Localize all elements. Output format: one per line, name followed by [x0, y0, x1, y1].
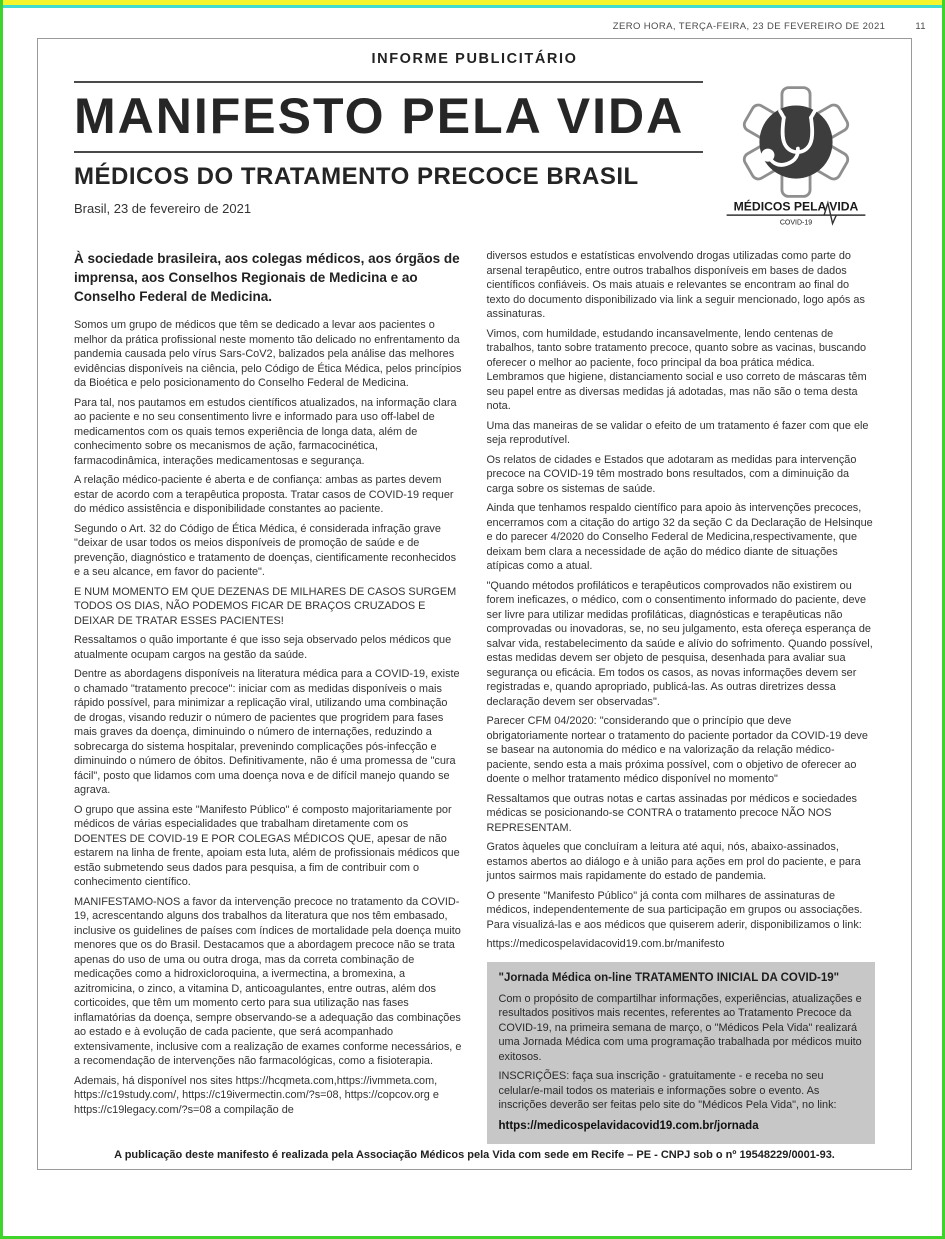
paragraph: Ressaltamos que outras notas e cartas assinadas por médicos e sociedades médicas se posicionando-se CONTRA o tratamento precoce NÃO NOS REPRESENTAM.: [486, 792, 857, 834]
left-column: [74, 249, 463, 1144]
advert-box: [37, 38, 912, 1170]
jornada-title: "Jornada Médica on-line TRATAMENTO INICIAL DA COVID-19": [498, 971, 840, 984]
publication-footer: A publicação deste manifesto é realizada pela Associação Médicos pela Vida com sede em Recife – PE - CNPJ sob o nº 19548229/0001-93.: [114, 1149, 835, 1161]
top-cyan-line: [3, 5, 942, 8]
page-title: MANIFESTO PELA VIDA: [74, 88, 685, 144]
paragraph: E NUM MOMENTO EM QUE DEZENAS DE MILHARES DE CASOS SURGEM TODOS OS DIAS, NÃO PODEMOS FICAR DE BRAÇOS CRUZADOS E DEIXAR DE TRATAR ESSES PACIENTES!: [74, 585, 457, 627]
paragraph: Dentre as abordagens disponíveis na literatura médica para a COVID-19, existe o chamado "tratamento precoce": iniciar com as medidas disponíveis o mais rápido possível, para minimizar a replicação viral, utilizando uma combinação de drogas, visando reduzir o número de pacientes que progridem para fases mais graves da doença, diminuindo o número de internações, reduzindo a sobrecarga do sistema hospitalar, prevenindo complicações pós-infecção e diminuindo o número de óbitos. Definitivamente, não é uma promessa de "cura fácil", posto que lidamos com uma doença nova e de difícil manejo quando se agrava.: [74, 668, 460, 797]
paragraph: Uma das maneiras de se validar o efeito de um tratamento é fazer com que ele seja reprodutível.: [486, 419, 869, 446]
jornada-paragraph-1: Com o propósito de compartilhar informações, experiências, atualizações e resultados positivos mais recentes, referentes ao Tratamento Precoce da COVID-19, na primeira semana de março, o "Médicos Pela Vida" realizará uma Jornada Médica com uma programação trabalhada por médicos muito exitosos.: [498, 992, 862, 1063]
dateline: Brasil, 23 de fevereiro de 2021: [74, 201, 252, 216]
paragraph: Gratos àqueles que concluíram a leitura até aqui, nós, abaixo-assinados, estamos abertos ao diálogo e à união para ações em prol do paciente, e para juntos sairmos mais rapidamente do estado de pandemia.: [486, 841, 861, 882]
paragraph: "Quando métodos profiláticos e terapêuticos comprovados não existirem ou forem ineficazes, o médico, com o consentimento informado do paciente, deve ser livre para utilizar medidas profiláticas, diagnósticas e terapêuticas não comprovadas ou inovadoras, se, no seu julgamento, esta ofereça esperança de salvar vida, restabelecimento da saúde e alívio do sofrimento. Quando possível, estas medidas devem ser objeto de pesquisa, desenhada para avaliar sua segurança ou eficácia. Em todos os casos, as novas informações devem ser registradas e, quando apropriado, publicá-las. As outras diretrizes dessa declaração devem ser observadas".: [486, 579, 873, 708]
right-column: [487, 249, 876, 1144]
medicos-pela-vida-logo: [717, 77, 875, 237]
paragraph: A relação médico-paciente é aberta e de confiança: ambas as partes devem estar de acordo com a terapêutica proposta. Tratar casos de COVID-19 requer do médico assistência e disponibilidade constantes ao paciente.: [74, 474, 454, 516]
paragraph: Ressaltamos o quão importante é que isso seja observado pelos médicos que atualmente ocupam cargos na gestão da saúde.: [74, 634, 452, 661]
jornada-link[interactable]: https://medicospelavidacovid19.com.br/jornada: [498, 1119, 759, 1132]
title-block: [74, 77, 717, 216]
logo-text-line1: MÉDICOS PELA VIDA: [733, 199, 859, 214]
jornada-paragraph-2: INSCRIÇÕES: faça sua inscrição - gratuitamente - e receba no seu celular/e-mail todos os materiais e informações sobre o evento. As inscrições deverão ser feitas pelo site do "Médicos Pela Vida", no link:: [498, 1070, 837, 1111]
salutation: À sociedade brasileira, aos colegas médicos, aos órgãos de imprensa, aos Conselhos Regionais de Medicina e ao Conselho Federal de Medicina.: [74, 251, 460, 305]
paragraph: MANIFESTAMO-NOS a favor da intervenção precoce no tratamento da COVID-19, acrescentando alguns dos trabalhos da literatura que nos têm embasado, inclusive os guidelines de países com índices de mortalidade pela doença muito menores que os do Brasil. Destacamos que a abordagem precoce não se trata apenas do uso de uma ou outra droga, mas da correta combinação de medicações como a hidroxicloroquina, a ivermectina, a bromexina, a azitromicina, o zinco, a vitamina D, anticoagulantes, entre outras, além dos corticoides, que têm um momento certo para sua utilização nas fases inflamatórias da doença, sempre observando-se a adequação das combinações ao estado e à evolução de cada paciente, que será acompanhado extensivamente, inclusive com a realização de exames conforme necessários, e a recomendação de intervenções não farmacológicas, como a fisioterapia.: [74, 895, 462, 1068]
right-column-paragraphs: [487, 249, 876, 932]
paragraph: Parecer CFM 04/2020: "considerando que o princípio que deve obrigatoriamente nortear o tratamento do paciente portador da COVID-19 deve se basear na autonomia do médico e na valorização da relação médico-paciente, sendo esta a mais próxima possível, com o objetivo de oferecer ao doente o melhor tratamento médico disponível no momento": [486, 715, 868, 785]
paragraph: Ainda que tenhamos respaldo científico para apoio às intervenções precoces, encerramos com a citação do artigo 32 da seção C da Declaração de Helsinque e do parecer 4/2020 do Conselho Federal de Medicina,respectivamente, que deixam bem clara a necessidade de ação do médico diante de situações atípicas como a atual.: [486, 502, 873, 572]
paragraph: Vimos, com humildade, estudando incansavelmente, lendo centenas de trabalhos, tanto sobre tratamento precoce, quanto sobre as vacinas, buscando oferecer o melhor ao paciente, foco principal da boa prática médica. Lembramos que higiene, distanciamento social e uso correto de máscaras têm seu papel entre as diversas medidas já adotadas, mas não são o tema desta nota.: [486, 327, 867, 412]
title-top-rule: [74, 81, 703, 83]
kicker-informe-publicitario: INFORME PUBLICITÁRIO: [371, 51, 578, 67]
newspaper-masthead: [3, 21, 942, 32]
star-of-life-stethoscope-icon: [721, 77, 871, 237]
manifesto-header: [74, 77, 875, 237]
paragraph: O grupo que assina este "Manifesto Público" é composto majoritariamente por médicos de várias especialidades que trabalham diretamente com os DOENTES DE COVID-19 E POR COLEGAS MÉDICOS QUE, apesar de não estarem na linha de frente, apoiam esta luta, além de profissionais médicos que estão submetendo seus dados para pesquisa, a fim de contribuir com o conhecimento científico.: [74, 803, 460, 889]
page-subtitle: MÉDICOS DO TRATAMENTO PRECOCE BRASIL: [74, 163, 639, 190]
manifesto-link[interactable]: https://medicospelavidacovid19.com.br/manifesto: [486, 938, 725, 950]
paragraph: diversos estudos e estatísticas envolvendo drogas utilizadas como parte do arsenal terapêutico, entre outros trabalhos disponíveis em bases de dados científicos confiáveis. Os mais atuais e relevantes se encontram ao final do texto do documento disponibilizado via link a seguir mencionado, logo após as assinaturas.: [486, 250, 865, 320]
title-bottom-rule: [74, 151, 703, 153]
paragraph: Ademais, há disponível nos sites https://hcqmeta.com,https://ivmmeta.com, https://c19study.com/, https://c19ivermectin.com/?s=08, https://copcov.org e https://c19legacy.com/?s=08 a compilação de: [74, 1074, 439, 1116]
paragraph: Os relatos de cidades e Estados que adotaram as medidas para intervenção precoce na COVID-19 têm mostrado bons resultados, com a diminuição da carga sobre os sistemas de saúde.: [486, 453, 857, 495]
body-columns: [74, 249, 875, 1144]
paragraph: Somos um grupo de médicos que têm se dedicado a levar aos pacientes o melhor da prática profissional neste momento tão delicado no enfrentamento da pandemia causada pelo vírus Sars-CoV2, balizados pela análise das melhores evidências disponíveis na ciência, pelo Código de Ética Médica, pelos princípios da Bioética e pelo posicionamento do Conselho Federal de Medicina.: [74, 319, 462, 390]
masthead-page-number: 11: [915, 21, 926, 32]
paragraph: O presente "Manifesto Público" já conta com milhares de assinaturas de médicos, independentemente de sua participação em grupos ou associações. Para visualizá-las e aos médicos que quiserem aderir, disponibilizamos o link:: [486, 889, 863, 931]
jornada-box: [487, 962, 876, 1144]
paragraph: Para tal, nos pautamos em estudos científicos atualizados, na informação clara ao paciente e no seu consentimento livre e informado para uso off-label de medicamentos com os quais temos experiência de longa data, além de conhecimento sobre os mecanismos de ação, farmacocinética, farmacodinâmica, interações medicamentosas e segurança.: [74, 396, 457, 467]
paragraph: Segundo o Art. 32 do Código de Ética Médica, é considerada infração grave "deixar de usar todos os meios disponíveis de promoção de saúde e de prevenção, diagnóstico e tratamento de doenças, cientificamente reconhecidos e a seu alcance, em favor do paciente".: [74, 522, 457, 579]
logo-text-line2: COVID-19: [779, 219, 813, 227]
masthead-date: ZERO HORA, TERÇA-FEIRA, 23 DE FEVEREIRO DE 2021: [612, 21, 886, 32]
left-column-paragraphs: [74, 318, 463, 1117]
